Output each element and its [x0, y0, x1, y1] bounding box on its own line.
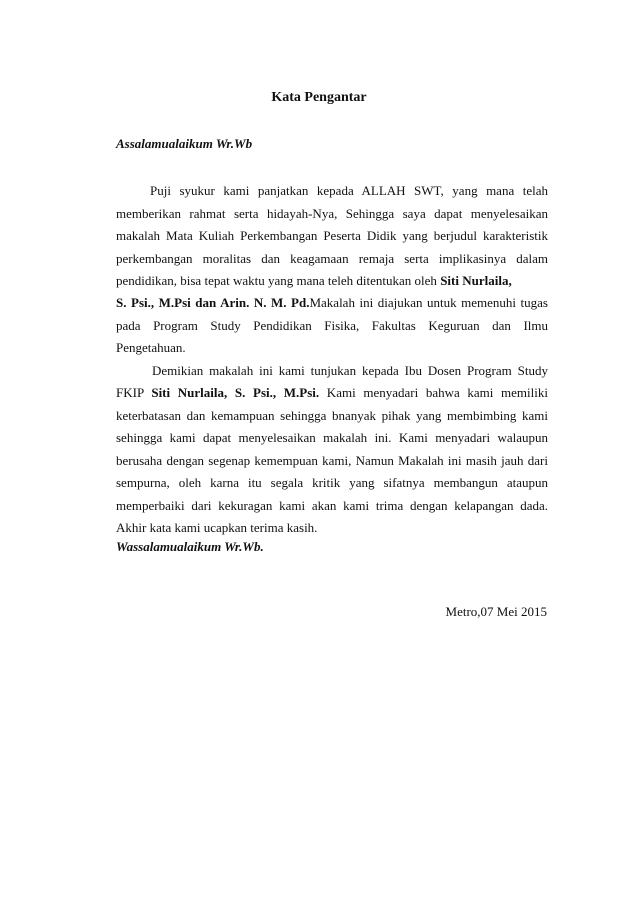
- page-title: Kata Pengantar: [271, 90, 367, 105]
- paragraph2-line-5: berusaha dengan segenap kemempuan kami, Namun Makalah ini masih jauh dari: [116, 453, 548, 468]
- line-text: Kami menyadari bahwa kami memiliki: [319, 385, 548, 400]
- paragraph1-line-3: makalah Mata Kuliah Perkembangan Peserta Didik yang berjudul karakteristik: [116, 228, 548, 243]
- lecturer-name-bold: Siti Nurlaila, S. Psi., M.Psi.: [151, 385, 320, 400]
- paragraph1-line-7: pada Program Study Pendidikan Fisika, Fakultas Keguruan dan Ilmu: [116, 318, 548, 333]
- line-text: FKIP: [116, 385, 152, 400]
- line-text: Makalah ini diajukan untuk memenuhi tugas: [309, 295, 548, 310]
- closing-salutation: Wassalamualaikum Wr.Wb.: [116, 539, 264, 554]
- line-text: pendidikan, bisa tepat waktu yang mana teleh ditentukan oleh: [116, 273, 441, 288]
- paragraph1-line-6: [116, 293, 548, 313]
- paragraph2-line-6: sempurna, oleh karna itu segala kritik yang sifatnya membangun ataupun: [116, 475, 548, 490]
- author-name-bold: S. Psi., M.Psi dan Arin. N. M. Pd.: [116, 295, 310, 310]
- paragraph2-line-1: Demikian makalah ini kami tunjukan kepada Ibu Dosen Program Study: [152, 363, 548, 378]
- signature-place-date: Metro,07 Mei 2015: [445, 604, 547, 619]
- paragraph1-line-5: [116, 271, 548, 291]
- greeting: Assalamualaikum Wr.Wb: [116, 136, 253, 151]
- paragraph1-line-4: perkembangan moralitas dan keagamaan remaja serta implikasinya dalam: [116, 251, 548, 266]
- paragraph2-line-7: memperbaiki dari kekuragan kami akan kami trima dengan kelapangan dada.: [116, 498, 548, 513]
- paragraph2-line-8: Akhir kata kami ucapkan terima kasih.: [116, 520, 318, 535]
- paragraph2-line-4: sehingga kami dapat menyelesaikan makalah ini. Kami menyadari walaupun: [116, 430, 548, 445]
- paragraph1-line-2: memberikan rahmat serta hidayah-Nya, Sehingga saya dapat menyelesaikan: [116, 206, 548, 221]
- paragraph1-line-1: Puji syukur kami panjatkan kepada ALLAH SWT, yang mana telah: [150, 183, 548, 198]
- paragraph1-line-8: Pengetahuan.: [116, 340, 186, 355]
- paragraph2-line-2: [116, 383, 548, 403]
- author-name-bold: Siti Nurlaila,: [440, 273, 512, 288]
- paragraph2-line-3: keterbatasan dan kemampuan sehingga bnanyak pihak yang membimbing kami: [116, 408, 548, 423]
